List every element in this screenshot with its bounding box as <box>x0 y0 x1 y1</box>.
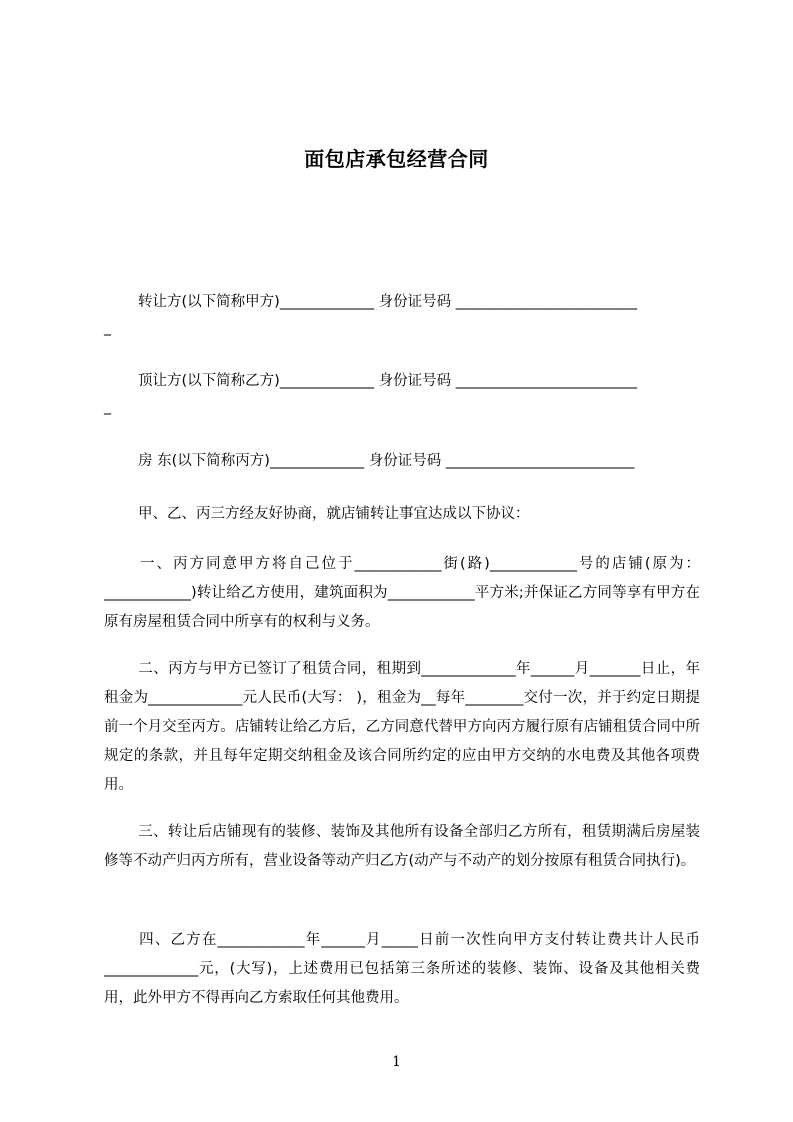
clause-1 <box>104 550 700 637</box>
clause-3-text: 三、转让后店铺现有的装修、装饰及其他所有设备全部归乙方所有，租赁期满后房屋装修等不动产归丙方所有，营业设备等动产归乙方(动产与不动产的划分按原有租赁合同执行)。 <box>104 824 700 869</box>
clause-2 <box>104 655 700 800</box>
page-number: 1 <box>392 1054 401 1070</box>
clause-2-text: 二、丙方与甲方已签订了租赁合同，租期到_____________年______月_______日止，年租金为_____________元人民币(大写： )，租金为__每年________交付一次，并于约定日期提前一个月交至丙方。店铺转让给乙方后，乙方同意代替甲方向丙方履行原有店铺租赁合同中所规定的条款，并且每年定期交纳租金及该合同所约定的应由甲方交纳的水电费及其他各项费用。 <box>104 661 700 793</box>
clause-4-text: 四、乙方在____________年______月_____日前一次性向甲方支付转让费共计人民币_____________元，(大写)，上述费用已包括第三条所述的装修、装饰、设备及其他相关费用，此外甲方不得再向乙方索取任何其他费用。 <box>104 932 700 1006</box>
party-transferor-line: 转让方(以下简称甲方)_____________ 身份证号码 _________________________ <box>138 294 638 310</box>
party-transferee-trail: _ <box>104 399 111 415</box>
document-title: 面包店承包经营合同 <box>304 147 489 171</box>
party-transferee-line: 顶让方(以下简称乙方)_____________ 身份证号码 _________________________ <box>138 373 638 389</box>
intro-paragraph: 甲、乙、丙三方经友好协商，就店铺转让事宜达成以下协议： <box>138 506 530 522</box>
party-transferor-trail: _ <box>104 320 111 336</box>
clause-1-text: 一、丙方同意甲方将自己位于____________街(路)____________号的店铺(原为：____________)转让给乙方使用，建筑面积为____________平方米;并保证乙方同等享有甲方在原有房屋租赁合同中所享有的权利与义务。 <box>104 556 700 630</box>
clause-3 <box>104 818 700 876</box>
party-landlord-line: 房 东(以下简称丙方)_____________ 身份证号码 __________________________ <box>138 453 635 469</box>
clause-4 <box>104 926 700 1013</box>
